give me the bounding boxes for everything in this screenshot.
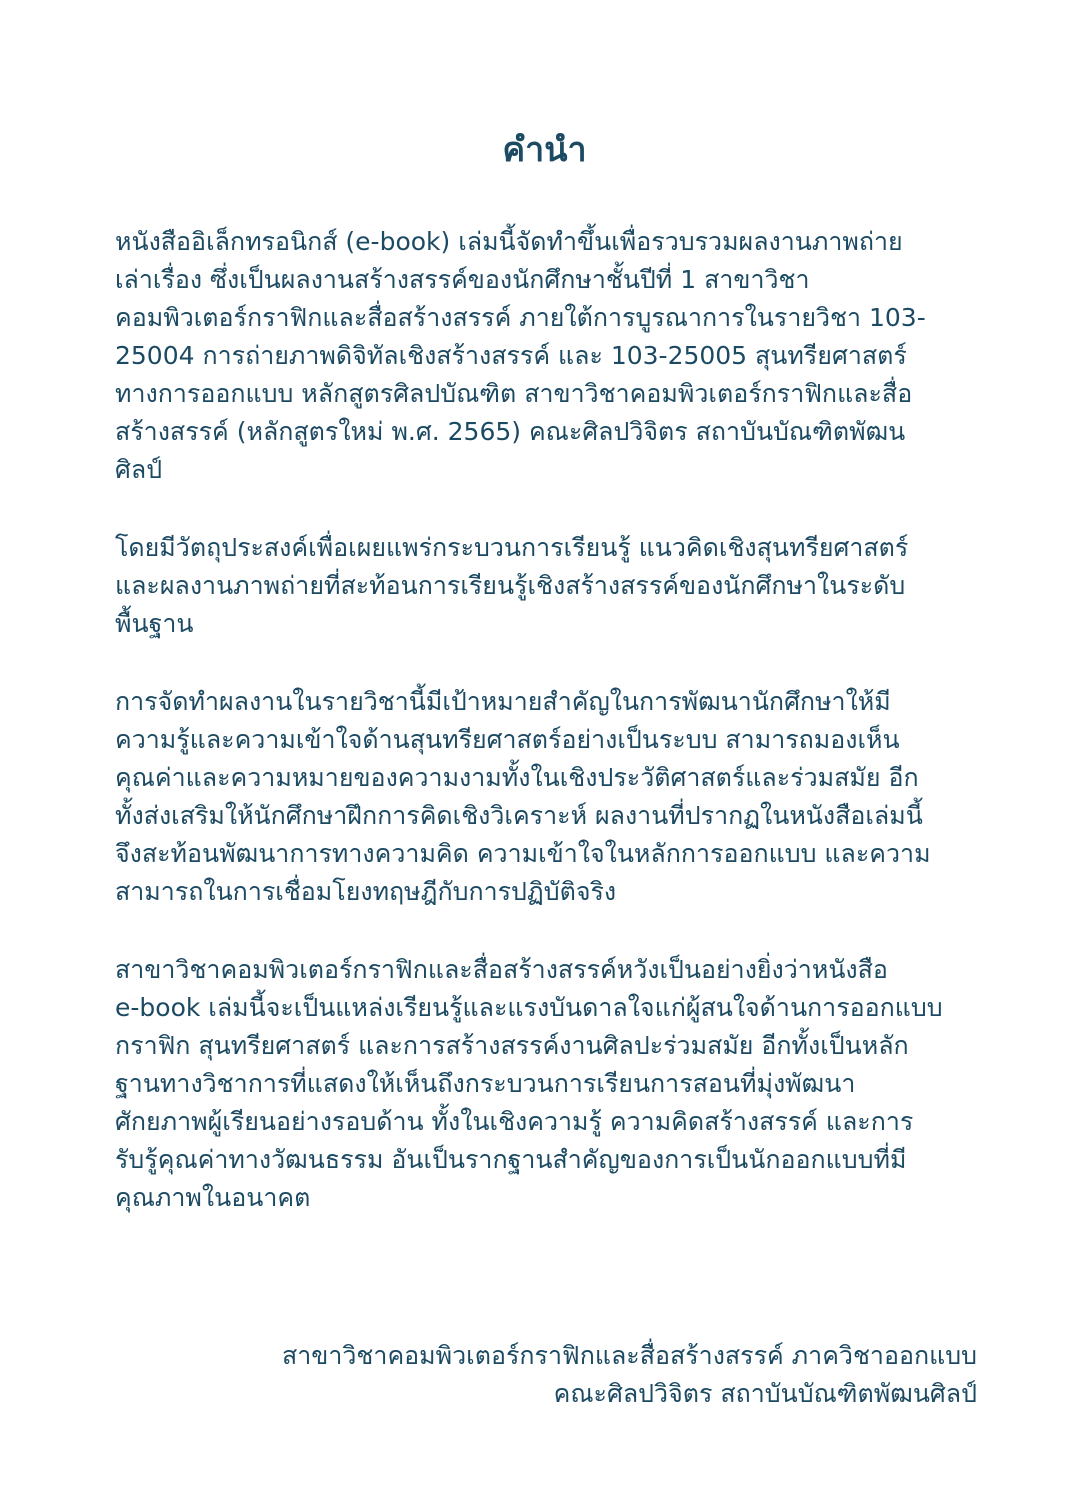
paragraph-line: e-book เล่มนี้จะเป็นแหล่งเรียนรู้และแรงบันดาลใจแก่ผู้สนใจด้านการออกแบบ	[115, 993, 943, 1022]
paragraph-line: สร้างสรรค์ (หลักสูตรใหม่ พ.ศ. 2565) คณะศิลปวิจิตร สถาบันบัณฑิตพัฒน	[115, 417, 906, 446]
signature-line: สาขาวิชาคอมพิวเตอร์กราฟิกและสื่อสร้างสรรค์ ภาควิชาออกแบบ	[281, 1341, 977, 1370]
paragraph-line: รับรู้คุณค่าทางวัฒนธรรม อันเป็นรากฐานสำคัญของการเป็นนักออกแบบที่มี	[115, 1145, 907, 1174]
paragraph-objective	[115, 529, 977, 643]
paragraph-line: คุณภาพในอนาคต	[115, 1183, 311, 1212]
paragraph-line: ศิลป์	[115, 455, 163, 484]
paragraph-line: ความรู้และความเข้าใจด้านสุนทรียศาสตร์อย่างเป็นระบบ สามารถมองเห็น	[115, 725, 900, 754]
paragraph-line: หนังสืออิเล็กทรอนิกส์ (e-book) เล่มนี้จัดทำขึ้นเพื่อรวบรวมผลงานภาพถ่าย	[115, 227, 903, 256]
paragraph-closing	[115, 951, 977, 1217]
paragraph-line: คอมพิวเตอร์กราฟิกและสื่อสร้างสรรค์ ภายใต้การบูรณาการในรายวิชา 103-	[115, 303, 926, 332]
paragraph-line: คุณค่าและความหมายของความงามทั้งในเชิงประวัติศาสตร์และร่วมสมัย อีก	[115, 763, 919, 792]
signature-line: คณะศิลปวิจิตร สถาบันบัณฑิตพัฒนศิลป์	[553, 1379, 977, 1408]
page-title: คำนำ	[502, 130, 587, 170]
signature-block	[115, 1337, 977, 1413]
paragraph-line: ทางการออกแบบ หลักสูตรศิลปบัณฑิต สาขาวิชาคอมพิวเตอร์กราฟิกและสื่อ	[115, 379, 913, 408]
paragraph-intro	[115, 223, 977, 489]
paragraph-line: สาขาวิชาคอมพิวเตอร์กราฟิกและสื่อสร้างสรรค์หวังเป็นอย่างยิ่งว่าหนังสือ	[115, 955, 888, 984]
paragraph-line: กราฟิก สุนทรียศาสตร์ และการสร้างสรรค์งานศิลปะร่วมสมัย อีกทั้งเป็นหลัก	[115, 1031, 909, 1060]
paragraph-line: ฐานทางวิชาการที่แสดงให้เห็นถึงกระบวนการเรียนการสอนที่มุ่งพัฒนา	[115, 1069, 856, 1098]
paragraph-goals	[115, 683, 977, 911]
paragraph-line: และผลงานภาพถ่ายที่สะท้อนการเรียนรู้เชิงสร้างสรรค์ของนักศึกษาในระดับ	[115, 571, 906, 600]
paragraph-line: พื้นฐาน	[115, 609, 194, 638]
paragraph-line: โดยมีวัตถุประสงค์เพื่อเผยแพร่กระบวนการเรียนรู้ แนวคิดเชิงสุนทรียศาสตร์	[115, 533, 909, 562]
paragraph-line: สามารถในการเชื่อมโยงทฤษฎีกับการปฏิบัติจริง	[115, 877, 617, 906]
paragraph-line: เล่าเรื่อง ซึ่งเป็นผลงานสร้างสรรค์ของนักศึกษาชั้นปีที่ 1 สาขาวิชา	[115, 265, 810, 294]
paragraph-line: ศักยภาพผู้เรียนอย่างรอบด้าน ทั้งในเชิงความรู้ ความคิดสร้างสรรค์ และการ	[115, 1107, 914, 1136]
paragraph-line: ทั้งส่งเสริมให้นักศึกษาฝึกการคิดเชิงวิเคราะห์ ผลงานที่ปรากฏในหนังสือเล่มนี้	[115, 801, 923, 830]
paragraph-line: การจัดทำผลงานในรายวิชานี้มีเป้าหมายสำคัญในการพัฒนานักศึกษาให้มี	[115, 687, 891, 716]
preface-body	[115, 223, 977, 1217]
paragraph-line: จึงสะท้อนพัฒนาการทางความคิด ความเข้าใจในหลักการออกแบบ และความ	[115, 839, 931, 868]
paragraph-line: 25004 การถ่ายภาพดิจิทัลเชิงสร้างสรรค์ และ 103-25005 สุนทรียศาสตร์	[115, 341, 907, 370]
